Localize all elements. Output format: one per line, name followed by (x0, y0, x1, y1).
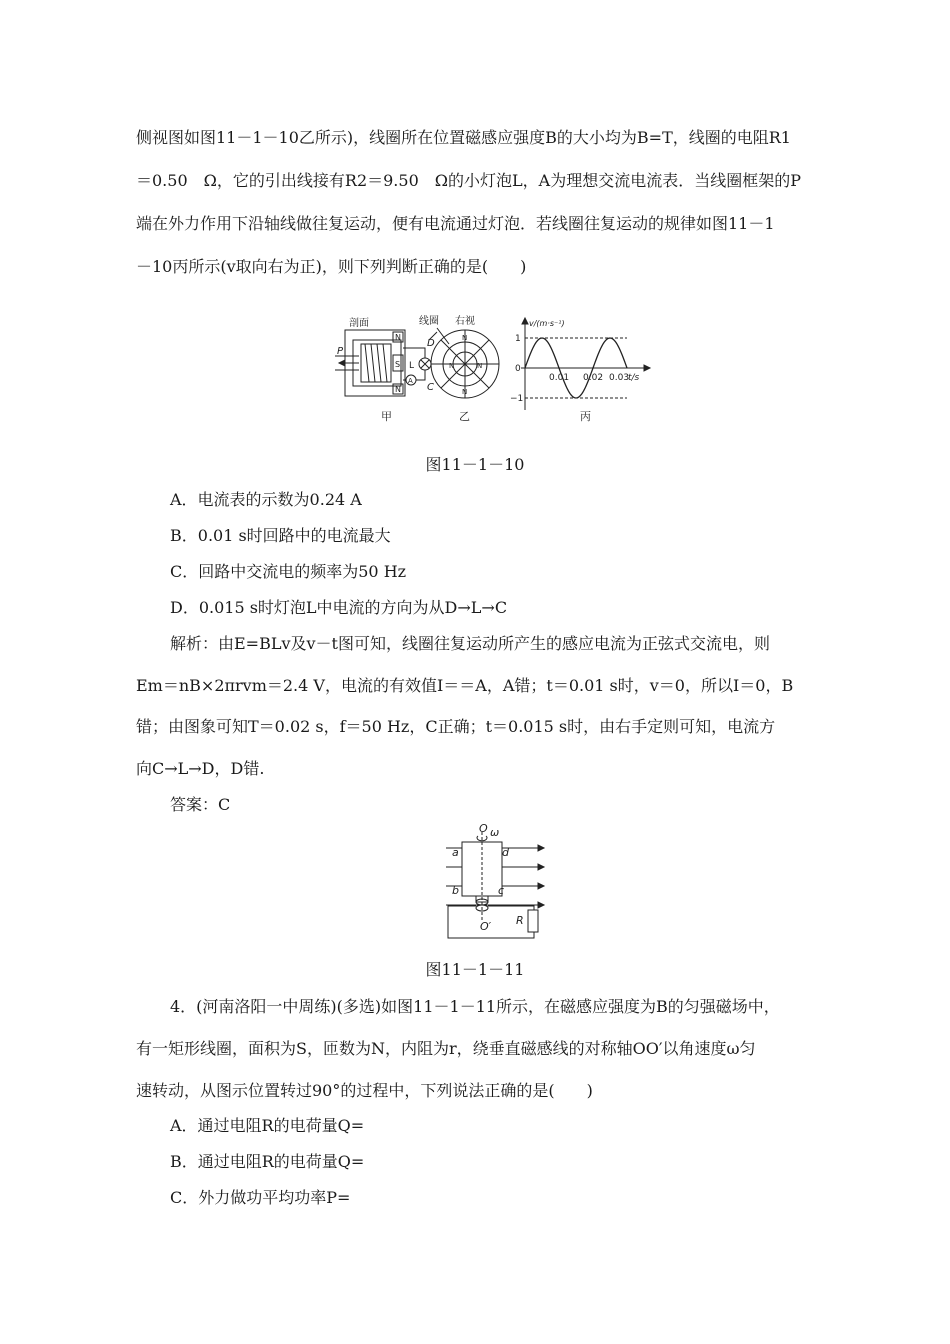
label-youshi: 右视 (455, 316, 475, 327)
option-b: B．0.01 s时回路中的电流最大 (170, 526, 391, 545)
chart-ylabel: v/(m·s⁻¹) (529, 319, 565, 328)
option-d: D．0.015 s时灯泡L中电流的方向为从D→L→C (170, 598, 508, 617)
figure-caption-11-1-11: 图11－1－11 (425, 960, 525, 979)
label-o: O (479, 822, 488, 835)
option-a: A．电流表的示数为0.24 A (170, 490, 362, 509)
chart-xlabel: t/s (628, 373, 640, 383)
label-d: d (502, 846, 509, 859)
label-ammeter: A (408, 377, 413, 385)
q4-option-c: C．外力做功平均功率P= (170, 1188, 351, 1207)
analysis-line: 向C→L→D，D错. (136, 759, 265, 778)
intro-line: 侧视图如图11－1－10乙所示)，线圈所在位置磁感应强度B的大小均为B=T，线圈的电阻R1 (136, 128, 791, 147)
label-poumian: 剖面 (349, 318, 369, 329)
label-d: D (427, 338, 435, 349)
label-s: S (395, 360, 401, 369)
label-b: b (452, 884, 459, 897)
label-n-bottom: N (395, 385, 401, 394)
chart-xtick-001: 0.01 (549, 373, 570, 383)
label-jia: 甲 (381, 410, 392, 423)
label-p: P (337, 346, 344, 357)
label-bing: 丙 (580, 410, 591, 423)
chart-xtick-003: 0.03 (609, 373, 630, 383)
chart-ytick-1: 1 (515, 334, 521, 344)
option-c: C．回路中交流电的频率为50 Hz (170, 562, 407, 581)
analysis-line: 错；由图象可知T＝0.02 s，f＝50 Hz，C正确；t＝0.015 s时，由右手定则可知，电流方 (136, 717, 776, 736)
analysis-line: Em＝nB×2πrvm＝2.4 V，电流的有效值I＝＝A，A错；t＝0.01 s时，v＝0，所以I＝0，B (136, 676, 794, 695)
resistor-r (528, 910, 538, 932)
label-n-right: N (477, 362, 483, 370)
q4-option-a: A．通过电阻R的电荷量Q= (170, 1116, 365, 1135)
label-a: a (452, 846, 459, 859)
intro-line: 端在外力作用下沿轴线做往复运动，便有电流通过灯泡．若线圈往复运动的规律如图11－1 (136, 214, 775, 233)
analysis-line: 解析：由E=BLv及v－t图可知，线圈往复运动所产生的感应电流为正弦式交流电，则 (170, 634, 770, 653)
label-omega: ω (490, 826, 500, 839)
label-n-left: N (449, 362, 455, 370)
label-o-prime: O′ (480, 920, 492, 933)
label-l: L (409, 361, 415, 371)
figure-11-1-11 (440, 822, 550, 942)
label-xianquan: 线圈 (419, 316, 439, 327)
label-n-down: N (462, 388, 468, 396)
figure-caption-11-1-10: 图11－1－10 (425, 455, 525, 474)
label-c: c (498, 884, 505, 897)
q4-option-b: B．通过电阻R的电荷量Q= (170, 1152, 365, 1171)
label-c: C (427, 382, 434, 393)
intro-line: ＝0.50 Ω，它的引出线接有R2＝9.50 Ω的小灯泡L，A为理想交流电流表．当线圈框架的P (136, 171, 801, 190)
chart-ytick-neg1: −1 (510, 394, 524, 404)
figure-11-1-10 (325, 310, 655, 425)
intro-line: －10丙所示(v取向右为正)，则下列判断正确的是( ) (136, 257, 527, 276)
question-4-line: 有一矩形线圈，面积为S，匝数为N，内阻为r，绕垂直磁感线的对称轴OO′以角速度ω匀 (136, 1039, 756, 1058)
chart-ytick-0: 0 (515, 364, 521, 374)
label-n-top: N (395, 333, 401, 342)
question-4-line: 速转动，从图示位置转过90°的过程中，下列说法正确的是( ) (136, 1081, 593, 1100)
chart-xtick-002: 0.02 (583, 373, 604, 383)
answer: 答案：C (170, 795, 231, 814)
label-n-up: N (462, 334, 468, 342)
question-4-line: 4．(河南洛阳一中周练)(多选)如图11－1－11所示，在磁感应强度为B的匀强磁场中， (170, 997, 780, 1016)
label-r: R (516, 914, 524, 927)
label-yi: 乙 (459, 410, 470, 423)
